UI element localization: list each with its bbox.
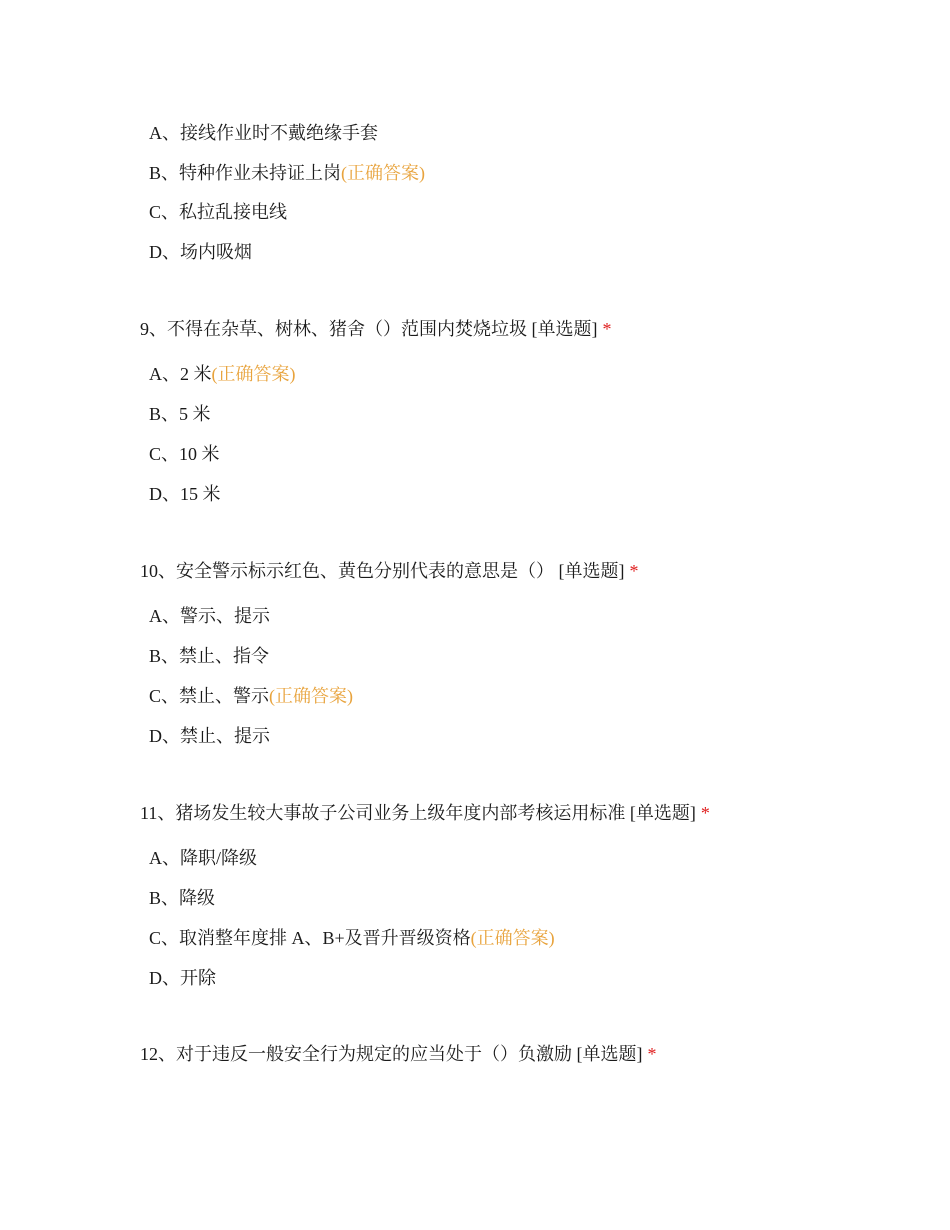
- question-text: 12、对于违反一般安全行为规定的应当处于（）负激励 [单选题]: [140, 1044, 643, 1064]
- option-label: C、禁止、警示: [149, 686, 270, 706]
- option-c: [149, 200, 287, 224]
- correct-answer-tag: (正确答案): [269, 686, 354, 706]
- option-c: [149, 442, 220, 466]
- required-marker: *: [647, 1044, 657, 1064]
- option-label: B、降级: [149, 888, 216, 908]
- required-marker: *: [700, 803, 710, 823]
- option-label: D、开除: [149, 968, 216, 988]
- question-text: 9、不得在杂草、树林、猪舍（）范围内焚烧垃圾 [单选题]: [140, 319, 598, 339]
- option-b: [149, 644, 269, 668]
- option-d: [149, 966, 216, 990]
- option-label: A、2 米: [149, 364, 212, 384]
- option-c: [149, 926, 555, 950]
- option-label: C、私拉乱接电线: [149, 202, 288, 222]
- question-text: 10、安全警示标示红色、黄色分别代表的意思是（） [单选题]: [140, 561, 625, 581]
- option-label: D、15 米: [149, 484, 221, 504]
- option-c: [149, 684, 353, 708]
- required-marker: *: [629, 561, 639, 581]
- option-b: [149, 886, 215, 910]
- option-label: A、降职/降级: [149, 848, 257, 868]
- option-b: [149, 402, 211, 426]
- option-a: [149, 604, 270, 628]
- question-title: [140, 1042, 657, 1066]
- option-a: [149, 846, 257, 870]
- correct-answer-tag: (正确答案): [470, 928, 555, 948]
- question-text: 11、猪场发生较大事故子公司业务上级年度内部考核运用标准 [单选题]: [140, 803, 696, 823]
- option-label: C、取消整年度排 A、B+及晋升晋级资格: [149, 928, 471, 948]
- option-a: [149, 362, 296, 386]
- option-d: [149, 724, 270, 748]
- question-title: [140, 801, 710, 825]
- question-title: [140, 317, 612, 341]
- option-label: D、禁止、提示: [149, 726, 270, 746]
- option-label: A、警示、提示: [149, 606, 270, 626]
- correct-answer-tag: (正确答案): [341, 163, 426, 183]
- option-a: [149, 121, 378, 145]
- option-label: C、10 米: [149, 444, 220, 464]
- option-label: B、5 米: [149, 404, 211, 424]
- correct-answer-tag: (正确答案): [211, 364, 296, 384]
- question-title: [140, 559, 639, 583]
- option-label: B、特种作业未持证上岗: [149, 163, 342, 183]
- required-marker: *: [602, 319, 612, 339]
- option-label: B、禁止、指令: [149, 646, 270, 666]
- option-d: [149, 240, 252, 264]
- option-label: A、接线作业时不戴绝缘手套: [149, 123, 378, 143]
- option-b: [149, 161, 425, 185]
- option-label: D、场内吸烟: [149, 242, 252, 262]
- option-d: [149, 482, 221, 506]
